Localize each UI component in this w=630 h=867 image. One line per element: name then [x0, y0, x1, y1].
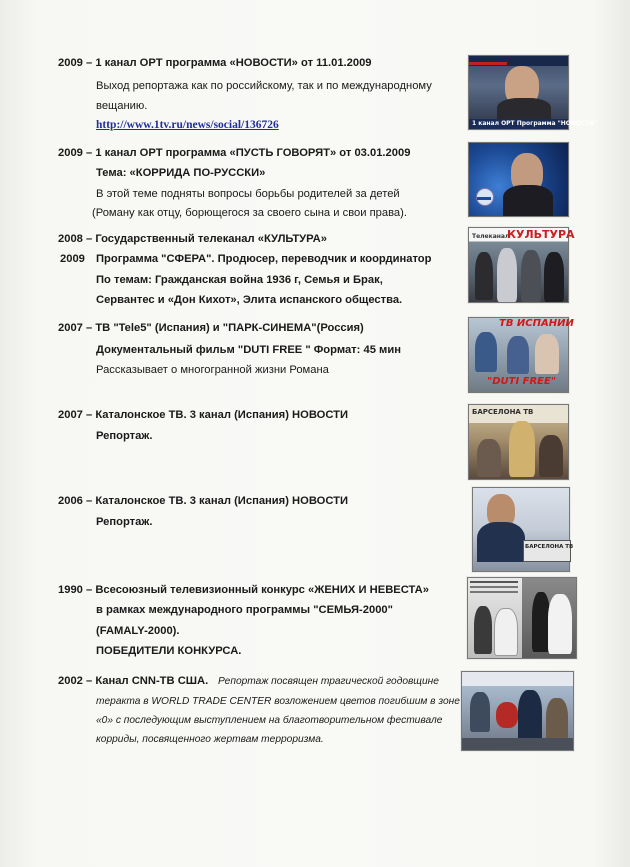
- entry-text: По темам: Гражданская война 1936 г, Семья и Брак,: [96, 274, 383, 286]
- entry-heading: 2007 – Каталонское ТВ. 3 канал (Испания) НОВОСТИ: [58, 409, 349, 421]
- entry-text: В этой теме подняты вопросы борьбы родителей за детей: [96, 188, 400, 200]
- entry-heading: 2006 – Каталонское ТВ. 3 канал (Испания) НОВОСТИ: [58, 495, 349, 507]
- thumbnail-label-big: КУЛЬТУРА: [507, 228, 575, 241]
- entry-text: в рамках международного программы "СЕМЬЯ-2000": [96, 604, 393, 616]
- thumbnail-catalan-tv-2007: [468, 404, 569, 480]
- entry-text: (FAMALY-2000).: [96, 625, 180, 637]
- entry-topic: Тема: «КОРРИДА ПО-РУССКИ»: [96, 167, 266, 179]
- entry-text: (Роману как отцу, борющегося за своего сына и свои права).: [92, 207, 407, 219]
- thumbnail-label-small: Телеканал: [472, 233, 510, 240]
- thumbnail-label: БАРСЕЛОНА ТВ: [525, 544, 574, 550]
- news-link[interactable]: http://www.1tv.ru/news/social/136726: [96, 119, 279, 131]
- entry-text: Выход репортажа как по российскому, так и по международному: [96, 80, 432, 92]
- entry-heading: 2002 – Канал CNN-ТВ США.: [58, 675, 209, 687]
- entry-text: Документальный фильм "DUTI FREE " Формат: 45 мин: [96, 344, 401, 356]
- thumbnail-pust-govoryat: [468, 142, 569, 217]
- entry-text: корриды, посвященного жертвам терроризма.: [96, 734, 324, 745]
- thumbnail-catalan-tv-2006: [472, 487, 574, 572]
- entry-year: 2009: [60, 253, 85, 265]
- entry-text: Сервантес и «Дон Кихот», Элита испанского общества.: [96, 294, 403, 306]
- entry-text: вещанию.: [96, 100, 148, 112]
- entry-text: Программа "СФЕРА". Продюсер, переводчик и координатор: [96, 253, 432, 265]
- thumbnail-cnn: [461, 671, 574, 751]
- thumbnail-caption: 1 канал ОРТ Программа "НОВОСТИ": [472, 120, 598, 127]
- thumbnail-label-bottom: "DUTI FREE": [487, 376, 557, 387]
- entry-text: ПОБЕДИТЕЛИ КОНКУРСА.: [96, 645, 242, 657]
- thumbnail-duti-free: [468, 317, 574, 393]
- thumbnail-1tv-news: [468, 55, 598, 130]
- entry-text: Рассказывает о многогранной жизни Романа: [96, 364, 329, 376]
- thumbnail-label: БАРСЕЛОНА ТВ: [472, 408, 534, 416]
- entry-text: Репортаж посвящен трагической годовщине: [218, 676, 439, 687]
- entry-heading: 2009 – 1 канал ОРТ программа «ПУСТЬ ГОВОРЯТ» от 03.01.2009: [58, 147, 411, 159]
- thumbnail-zhenikh-i-nevesta: [467, 577, 577, 659]
- entry-heading: 2008 – Государственный телеканал «КУЛЬТУРА»: [58, 233, 327, 245]
- entry-text: теракта в WORLD TRADE CENTER возложением цветов погибшим в зоне: [96, 696, 460, 707]
- thumbnail-label-top: ТВ ИСПАНИИ: [499, 318, 574, 329]
- entry-text: Репортаж.: [96, 430, 153, 442]
- entry-text: «0» с последующим выступлением на благотворительном фестивале: [96, 715, 443, 726]
- entry-heading: 1990 – Всесоюзный телевизионный конкурс «ЖЕНИХ И НЕВЕСТА»: [58, 584, 429, 596]
- entry-text: Репортаж.: [96, 516, 153, 528]
- entry-heading: 2009 – 1 канал ОРТ программа «НОВОСТИ» от 11.01.2009: [58, 57, 372, 69]
- thumbnail-kultura: [468, 227, 575, 303]
- entry-heading: 2007 – ТВ "Tele5" (Испания) и "ПАРК-СИНЕМА"(Россия): [58, 322, 364, 334]
